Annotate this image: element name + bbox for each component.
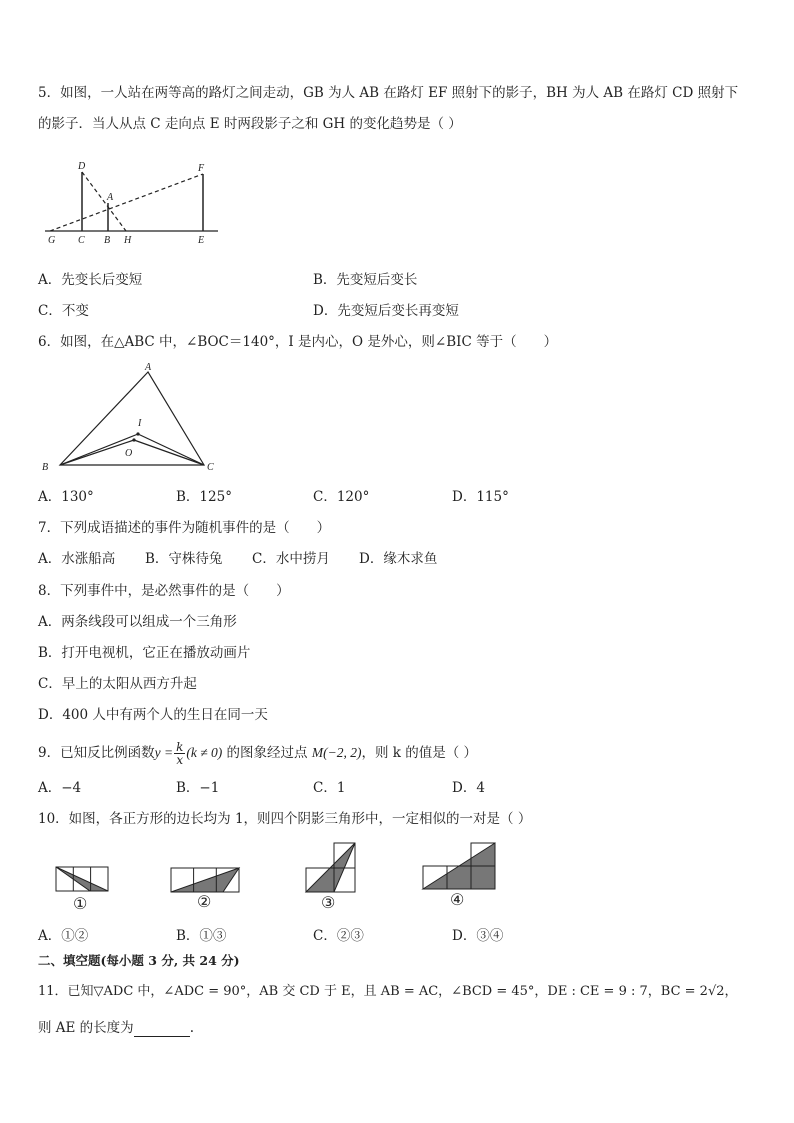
q10-stem: 10．如图，各正方形的边长均为 1，则四个阴影三角形中，一定相似的一对是（ ）	[38, 811, 532, 827]
q10-label-2: ②	[197, 892, 212, 911]
q8-option-a: A．两条线段可以组成一个三角形	[38, 614, 237, 630]
q11-answer-blank[interactable]	[134, 1022, 190, 1037]
q6-label-I: I	[138, 418, 142, 429]
q10-figure-3	[303, 841, 359, 895]
q5-option-a: A．先变长后变短	[38, 272, 143, 288]
q7-option-b: B．守株待兔	[145, 551, 223, 567]
q6-option-a: A．130°	[38, 489, 94, 505]
q9-frac-den: x	[176, 753, 184, 767]
q10-label-1: ①	[73, 894, 88, 913]
q9-frac-num: k	[176, 740, 184, 754]
q5-option-b: B．先变短后变长	[313, 272, 418, 288]
section2-heading: 二、填空题(每小题 3 分, 共 24 分)	[38, 953, 240, 968]
q9-y-eq: y =	[154, 745, 174, 760]
q9-suffix: ，则 k 的值是（ ）	[361, 745, 478, 761]
q10-option-c: C．②③	[313, 928, 364, 944]
q9-middle: 的图象经过点	[222, 745, 312, 761]
q5-label-E: E	[198, 235, 205, 246]
q9-point: M(−2, 2)	[311, 745, 362, 760]
q5-figure	[40, 158, 230, 248]
q6-label-B: B	[42, 462, 49, 473]
q11-prefix: 则 AE 的长度为	[38, 1020, 134, 1036]
q5-label-A: A	[107, 192, 114, 203]
q11-stem-line2	[38, 1019, 194, 1037]
q9-option-c: C．1	[313, 780, 346, 796]
q5-label-D: D	[78, 161, 86, 172]
q9-fraction	[174, 741, 185, 766]
q8-option-b: B．打开电视机，它正在播放动画片	[38, 645, 251, 661]
q10-figure-2	[169, 866, 241, 894]
q6-label-O: O	[125, 448, 133, 459]
q8-option-c: C．早上的太阳从西方升起	[38, 676, 197, 692]
q5-label-G: G	[48, 235, 56, 246]
q9-prefix: 9．已知反比例函数	[38, 745, 155, 761]
q7-stem: 7．下列成语描述的事件为随机事件的是（ ）	[38, 520, 331, 536]
q6-label-C: C	[207, 462, 214, 473]
q5-label-B: B	[104, 235, 111, 246]
q5-label-H: H	[124, 235, 132, 246]
q5-stem-line2: 的影子．当人从点 C 走向点 E 时两段影子之和 GH 的变化趋势是（ ）	[38, 116, 462, 132]
q9-option-a: A．−4	[38, 780, 82, 796]
q7-option-a: A．水涨船高	[38, 551, 116, 567]
q6-figure	[38, 360, 228, 480]
q6-label-A: A	[145, 362, 152, 373]
q10-option-a: A．①②	[38, 928, 89, 944]
q10-option-b: B．①③	[176, 928, 227, 944]
q10-label-4: ④	[450, 890, 465, 909]
q11-stem-line1: 11．已知▽ADC 中，∠ADC = 90°，AB 交 CD 于 E，且 AB = AC，∠BCD = 45°，DE : CE = 9 : 7，BC = 2√2，	[38, 984, 738, 999]
q11-suffix: .	[189, 1020, 194, 1036]
q6-option-b: B．125°	[176, 489, 232, 505]
q9-option-b: B．−1	[176, 780, 220, 796]
q8-stem: 8．下列事件中，是必然事件的是（ ）	[38, 583, 290, 599]
q5-stem-line1: 5．如图，一人站在两等高的路灯之间走动，GB 为人 AB 在路灯 EF 照射下的影子，BH 为人 AB 在路灯 CD 照射下	[38, 85, 739, 101]
q5-label-F: F	[198, 163, 205, 174]
q6-option-d: D．115°	[452, 489, 509, 505]
q7-option-d: D．缘木求鱼	[359, 551, 438, 567]
q9-condition: (k ≠ 0)	[186, 745, 223, 760]
q6-stem: 6．如图，在△ABC 中，∠BOC＝140°，I 是内心，O 是外心，则∠BIC 等于（ ）	[38, 334, 558, 350]
q7-option-c: C．水中捞月	[252, 551, 330, 567]
q9-stem	[38, 736, 477, 770]
q6-option-c: C．120°	[313, 489, 370, 505]
q10-option-d: D．③④	[452, 928, 504, 944]
q10-label-3: ③	[321, 893, 336, 912]
q8-option-d: D．400 人中有两个人的生日在同一天	[38, 707, 268, 723]
q10-figure-4	[421, 840, 499, 892]
q5-option-d: D．先变短后变长再变短	[313, 303, 459, 319]
q5-label-C: C	[78, 235, 85, 246]
q9-option-d: D．4	[452, 780, 485, 796]
q5-option-c: C．不变	[38, 303, 89, 319]
